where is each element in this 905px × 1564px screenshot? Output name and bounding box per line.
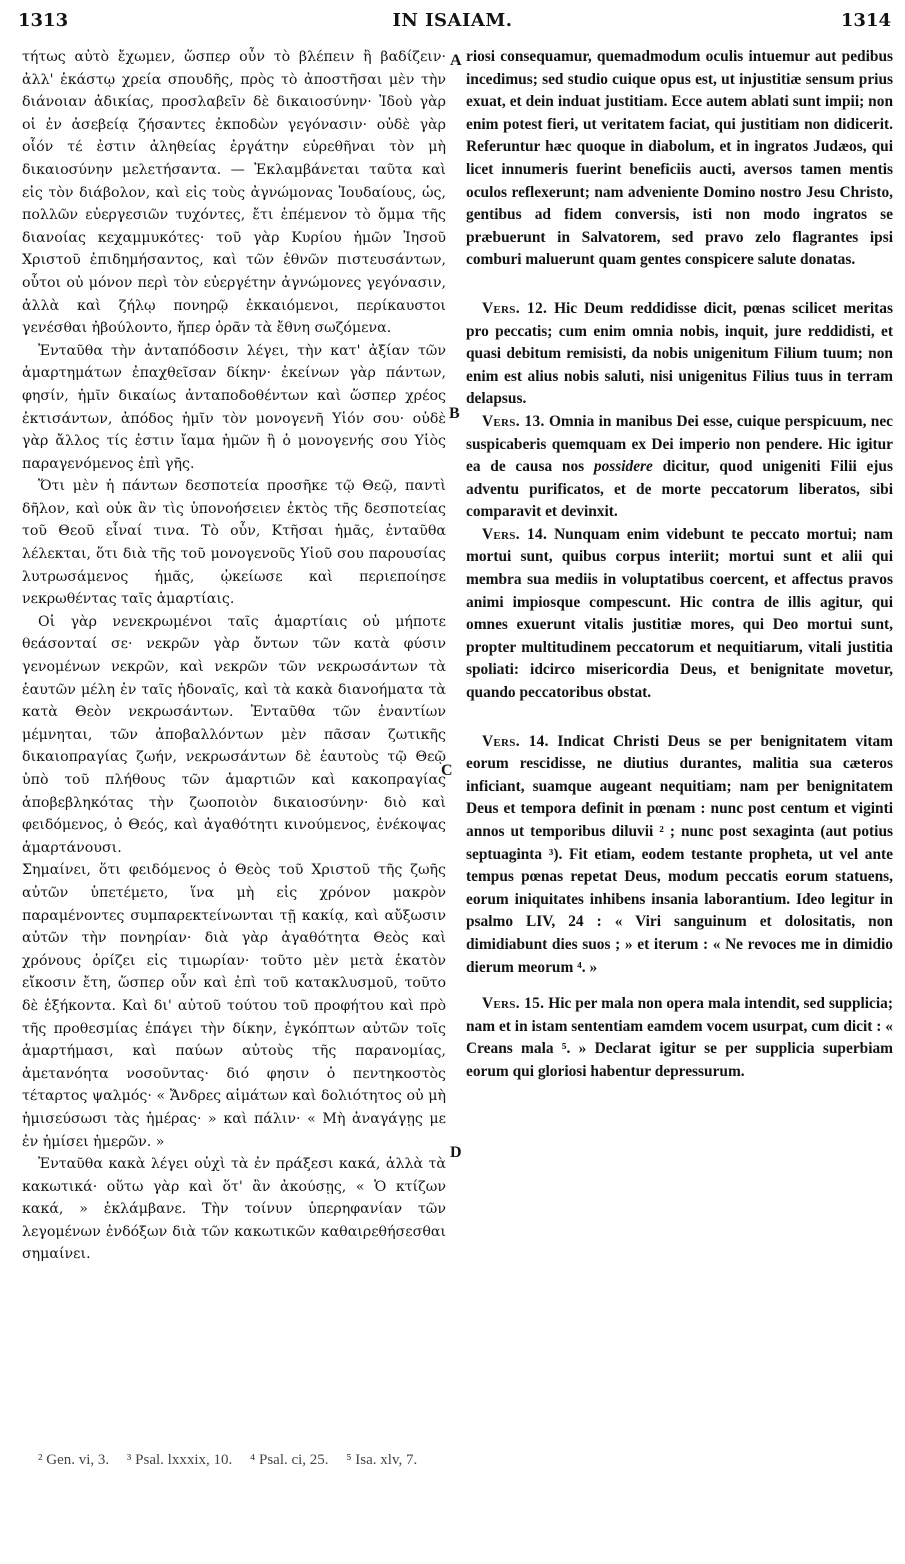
footnote: ⁵ Isa. xlv, 7. [346,1452,418,1468]
footnote: ⁴ Psal. ci, 25. [250,1452,329,1468]
greek-column [22,46,446,1266]
footnote: ³ Psal. lxxxix, 10. [126,1452,233,1468]
greek-paragraph: τήτως αὐτὸ ἔχωμεν, ὥσπερ οὖν τὸ βλέπειν ἢ βαδίζειν· ἀλλ' ἑκάστῳ χρεία σπουδῆς, πρὸς τὸ ἀποστῆσαι μὲν τὴν διάνοιαν ἀδικίας, προσλαβεῖν δὲ δικαιοσύνην· Ἰδοὺ γὰρ οἱ ἐν ἀσεβείᾳ ζήσαντες ἐκποδὼν γεγόνασιν· οὐδὲ γὰρ οἷόν τέ ἐστιν ἀληθείας ἐργάτην εὑρεθῆναι τὸν μὴ δικαιοσύνην μελετήσαντα. — Ἐκλαμβάνεται ταῦτα καὶ εἰς τὸν διάβολον, καὶ εἰς τοὺς ἀγνώμονας Ἰουδαίους, ὡς, πολλῶν εὐεργεσιῶν τυχόντες, ἔτι ἐπέμενον τὸ ὄμμα τῆς διανοίας κεχαμμυκότες· τοῦ γὰρ Κυρίου ἡμῶν Ἰησοῦ Χριστοῦ ἐπιδημήσαντος, καὶ τῶν ἐθνῶν πιστευσάντων, οὗτοι οὐ μόνον περὶ τὸν εὐεργέτην ἀγνώμονες γεγόνασιν, ἀλλὰ καὶ ζήλῳ πονηρῷ ἐκκαιόμενοι, περίκαυστοι γενέσθαι ἠβούλοντο, ἤπερ ὁρᾶν τὰ ἔθνη σωζόμενα. [22,49,446,337]
latin-paragraph: riosi consequamur, quemadmodum oculis intuemur aut pedibus incedimus; sed studio cuique opus est, ut injustitiæ sensum prius exuat, et dein induat justitiam. Ecce autem ablati sunt impii; non enim potest fieri, ut veritatem faciat, qui justitiam non didicerit. Referuntur hæc quoque in diabolum, et in ingratos Judæos, qui licet innumeris fuerint beneficiis aucti, aversos tamen mentis oculos reflexerunt; nam adveniente Domino nostro Jesu Christo, gentibus ad fidem conversis, isti non modo ingratos se præbuerunt in Salvatorem, sed pravo zelo flagrantes ipsi comburi maluerunt quam gentes conspicere salute donatas. [466,48,893,269]
page-number-left: 1313 [18,10,69,31]
footnote: ² Gen. vi, 3. [38,1452,110,1468]
verse-label: Vers. 14. [482,732,549,750]
greek-paragraph: Σημαίνει, ὅτι φειδόμενος ὁ Θεὸς τοῦ Χριστοῦ τῆς ζωῆς αὐτῶν ὑπετέμετο, ἵνα μὴ εἰς χρόνον μακρὸν παραμένοντες συμπαρεκτείνωνται τῇ κακίᾳ, καὶ αὔξωσιν αὐτῶν τὴν πονηρίαν· διὰ γὰρ ἀγαθότητα Θεὸς καὶ χρόνους ὁρίζει εἰς τιμωρίαν· τοῦτο μὲν μετὰ ἑκατὸν εἴκοσιν ἔτη, ὥσπερ οὖν καὶ ἐπὶ τοῦ κατακλυσμοῦ, τοῦτο δὲ ἑξήκοντα. Καὶ δι' αὐτοῦ τούτου τοῦ προφήτου καὶ πρὸ τῆς προθεσμίας ἐπάγει τὴν δίκην, ἐγκόπτων αὐτῶν τοῖς ἁμαρτήμασι, καὶ παύων αὐτοὺς τῆς παρανομίας, ἀμετανόητα νοσοῦντας· διό φησιν ὁ πεντηκοστὸς τέταρτος ψαλμός· « Ἄνδρες αἱμάτων καὶ δολιότητος οὐ μὴ ἡμισεύσωσι τὰς ἡμέρας· » καὶ πάλιν· « Μὴ ἀναγάγῃς με ἐν ἡμίσει ἡμερῶν. » [22,862,446,1150]
verse-label: Vers. 14. [482,525,548,543]
margin-marker-c: C [441,762,453,779]
verse-label: Vers. 13. [482,412,545,430]
latin-paragraph: Vers. 12. Hic Deum reddidisse dicit, pœnas scilicet meritas pro peccatis; cum enim omnia nobis, inquit, jure reddidisti, et quasi debitum remisisti, da nobis unigenitum Filium tuum; non enim est alius nobis saluti, nisi unigenitus Filius tuus in terram delapsus. [466,299,893,408]
latin-paragraph: Vers. 15. Hic per mala non opera mala intendit, sed supplicia; nam et in istam sententiam eamdem vocem usurpat, cum dicit : « Creans mala ⁵. » Declarat igitur se per supplicia superbiam eorum qui gloriosi habentur depressurum. [466,995,893,1080]
margin-marker-b: B [449,405,460,422]
verse-label: Vers. 12. [482,299,548,317]
greek-paragraph: Ἐνταῦθα κακὰ λέγει οὐχὶ τὰ ἐν πράξεσι κακά, ἀλλὰ τὰ κακωτικά· οὕτω γὰρ καὶ ὅτ' ἂν ἀκούσῃς, « Ὁ κτίζων κακά, » ἐκλάμβανε. Τὴν τοίνυν ὑπερηφανίαν τῶν λεγομένων ἐνδόξων διὰ τῶν κακωτικῶν καθαιρεθήσεσθαι σημαίνει. [22,1156,446,1263]
verse-label: Vers. 15. [482,995,545,1013]
page-header [0,0,905,40]
margin-marker-a: A [450,52,462,69]
page-number-right: 1314 [840,10,891,31]
running-title: IN ISAIAM. [392,10,513,31]
latin-column [466,46,893,1084]
latin-paragraph: Vers. 14. Nunquam enim videbunt te peccato mortui; nam mortui sunt, quibus corpus interiit; mortui sunt et alii qui membra sua mediis in voluptatibus coercent, et affectus pravos animi impiosque compescunt. Hic contra de illis agitur, qui omnes exuerunt vitalis justitiæ mores, qui Deo mortui sunt, propter multitudinem peccatorum et nequitiarum, vitali justitia spoliati: idcirco misericordia Deus, et benignitate movetur, quando peccatoribus obstat. [466,525,893,702]
greek-paragraph: Ἐνταῦθα τὴν ἀνταπόδοσιν λέγει, τὴν κατ' ἀξίαν τῶν ἁμαρτημάτων ἐπαχθεῖσαν δίκην· ἐκείνων γὰρ πάντων, φησίν, ἡμῖν δικαίως ἀνταποδοθέντων καὶ ὥσπερ χρέος ἐκτισάντων, ἀπόδος ἡμῖν τὸν μονογενῆ Υἱόν σου· οὐδὲ γὰρ ἄλλος τίς ἐστιν ἴαμα ἡμῶν ἢ ὁ μονογενής σου Υἱὸς παραγενόμενος ἐπὶ γῆς. [22,342,446,472]
margin-marker-d: D [450,1144,462,1161]
latin-paragraph: Vers. 14. Indicat Christi Deus se per benignitatem vitam eorum rescidisse, ne diutius durantes, malitia sua cæteros inficiant, suamque augeant nequitiam; nam per benignitatem Deus et tempora definit in pœnam : nunc post centum et viginti annos ut temporibus diluvii ² ; nunc post sexaginta (aut potius septuaginta ³). Fit etiam, eodem testante propheta, ut vel ante tempus pœnas repetat Deus, modum peccatis eorum statuens, eorum iniquitates inhibens insania laborantium. Ideo legitur in psalmo LIV, 24 : « Viri sanguinum et dolositatis, non dimidiabunt dies suos ; » et iterum : « Ne revoces me in dimidio dierum meorum ⁴. » [466,732,893,976]
footnotes [38,1452,878,1469]
greek-paragraph: Ὅτι μὲν ἡ πάντων δεσποτεία προσῆκε τῷ Θεῷ, παντὶ δῆλον, καὶ οὐκ ἂν τὶς ὑπονοήσειεν ἐκτὸς τῆς δεσποτείας τοῦ Θεοῦ εἶναί τινα. Τὸ οὖν, Κτῆσαι ἡμᾶς, ἐνταῦθα λέλεκται, ὅτι διὰ τῆς τοῦ μονογενοῦς Υἱοῦ σου παρουσίας λυτρωσάμενος ἡμᾶς, ᾠκείωσε καὶ περιεποίησε νεκρωθέντας ταῖς ἁμαρτίαις. [22,478,446,608]
latin-paragraph: Vers. 13. Omnia in manibus Dei esse, cuique perspicuum, nec suspicaberis quemquam ex Dei imperio non pendere. Hic igitur ea de causa nos possidere dicitur, quod unigeniti Filii ejus adventu purificatos, et de morte peccatorum liberatos, sibi comparavit et devinxit. [466,412,893,521]
greek-paragraph: Οἱ γὰρ νενεκρωμένοι ταῖς ἁμαρτίαις οὐ μήποτε θεάσονταί σε· νεκρῶν γὰρ ὄντων τῶν κατὰ φύσιν γενομένων νεκρῶν, καὶ νεκρῶν τῶν νεκρωσάντων τὰ ἑαυτῶν μέλη ἐν ταῖς ἡδοναῖς, καὶ τὰ κακὰ διανοήματα τὰ κατὰ Θεὸν νεκρωσάντων. Ἐνταῦθα τῶν ἐναντίων μέμνηται, τῶν ἀποβαλλόντων μὲν πᾶσαν ζωτικῆς δικαιοπραγίας ζωήν, νεκρωσάντων δὲ ἑαυτοὺς τῷ Θεῷ ὑπὸ τοῦ πλήθους τῶν ἁμαρτιῶν καὶ κακοπραγίας ἀποβεβληκότας τὴν ζωοποιὸν δικαιοσύνην· διὸ καὶ φειδόμενος, ὁ Θεός, καὶ ἀγαθότητι κινούμενος, ἐνέκοψας ἁμαρτάνουσι. [22,613,446,856]
